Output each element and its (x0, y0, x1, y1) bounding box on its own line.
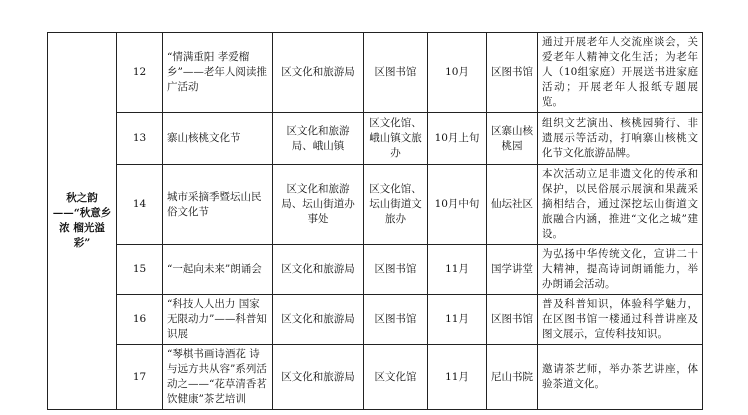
host-unit-cell: 区文化馆、坛山街道文旅办 (364, 165, 428, 245)
host-unit-cell: 区文化馆 (364, 345, 428, 410)
location-cell: 区图书馆 (487, 33, 538, 113)
season-label-cell: 秋之韵——“秋意乡浓 榴光溢彩” (48, 33, 117, 410)
host-unit-cell: 区图书馆 (364, 295, 428, 345)
activity-name: 城市采摘季暨坛山民俗文化节 (163, 165, 273, 245)
description-cell: 邀请茶艺师，举办茶艺讲座，体验茶道文化。 (538, 345, 703, 410)
location-cell: 区图书馆 (487, 295, 538, 345)
time-cell: 11月 (428, 245, 487, 295)
location-cell: 仙坛社区 (487, 165, 538, 245)
description-cell: 通过开展老年人交流座谈会，关爱老年人精神文化生活；为老年人（10组家庭）开展送书进家庭活动；开展老年人报纸专题展览。 (538, 33, 703, 113)
organizer-cell: 区文化和旅游局 (273, 345, 364, 410)
organizer-cell: 区文化和旅游局 (273, 245, 364, 295)
organizer-cell: 区文化和旅游局 (273, 33, 364, 113)
table-row (48, 345, 703, 410)
table-body (48, 33, 703, 410)
organizer-cell: 区文化和旅游局、峨山镇 (273, 113, 364, 165)
description-cell: 本次活动立足非遗文化的传承和保护，以民俗展示展演和果蔬采摘相结合，通过深挖坛山街道文旅融合内涵，推进“文化之城”建设。 (538, 165, 703, 245)
activity-name: “一起向未来”朗诵会 (163, 245, 273, 295)
table-row (48, 245, 703, 295)
activity-number: 14 (117, 165, 163, 245)
table-row (48, 165, 703, 245)
time-cell: 11月 (428, 345, 487, 410)
organizer-cell: 区文化和旅游局 (273, 295, 364, 345)
activity-name: “琴棋书画诗酒花 诗与远方共从容”系列活动之——“花草清香茗饮健康”茶艺培训 (163, 345, 273, 410)
location-cell: 尼山书院 (487, 345, 538, 410)
table-row (48, 295, 703, 345)
description-cell: 组织文艺演出、核桃园骑行、非遗展示等活动，打响寨山核桃文化节文化旅游品牌。 (538, 113, 703, 165)
activity-table (47, 32, 703, 410)
time-cell: 11月 (428, 295, 487, 345)
time-cell: 10月中旬 (428, 165, 487, 245)
host-unit-cell: 区图书馆 (364, 33, 428, 113)
description-cell: 为弘扬中华传统文化，宣讲二十大精神，提高诗词朗诵能力，举办朗诵会活动。 (538, 245, 703, 295)
location-cell: 国学讲堂 (487, 245, 538, 295)
activity-number: 12 (117, 33, 163, 113)
table-row (48, 33, 703, 113)
host-unit-cell: 区文化馆、峨山镇文旅办 (364, 113, 428, 165)
activity-name: “科技人人出力 国家无限动力”——科普知识展 (163, 295, 273, 345)
location-cell: 区寨山核桃园 (487, 113, 538, 165)
table-row (48, 113, 703, 165)
activity-number: 15 (117, 245, 163, 295)
description-cell: 普及科普知识，体验科学魅力，在区图书馆一楼通过科普讲座及图文展示，宣传科技知识。 (538, 295, 703, 345)
activity-name: 寨山核桃文化节 (163, 113, 273, 165)
activity-number: 16 (117, 295, 163, 345)
host-unit-cell: 区图书馆 (364, 245, 428, 295)
activity-number: 13 (117, 113, 163, 165)
activity-number: 17 (117, 345, 163, 410)
time-cell: 10月 (428, 33, 487, 113)
time-cell: 10月上旬 (428, 113, 487, 165)
organizer-cell: 区文化和旅游局、坛山街道办事处 (273, 165, 364, 245)
activity-name: “情满重阳 孝爱榴乡”——老年人阅读推广活动 (163, 33, 273, 113)
